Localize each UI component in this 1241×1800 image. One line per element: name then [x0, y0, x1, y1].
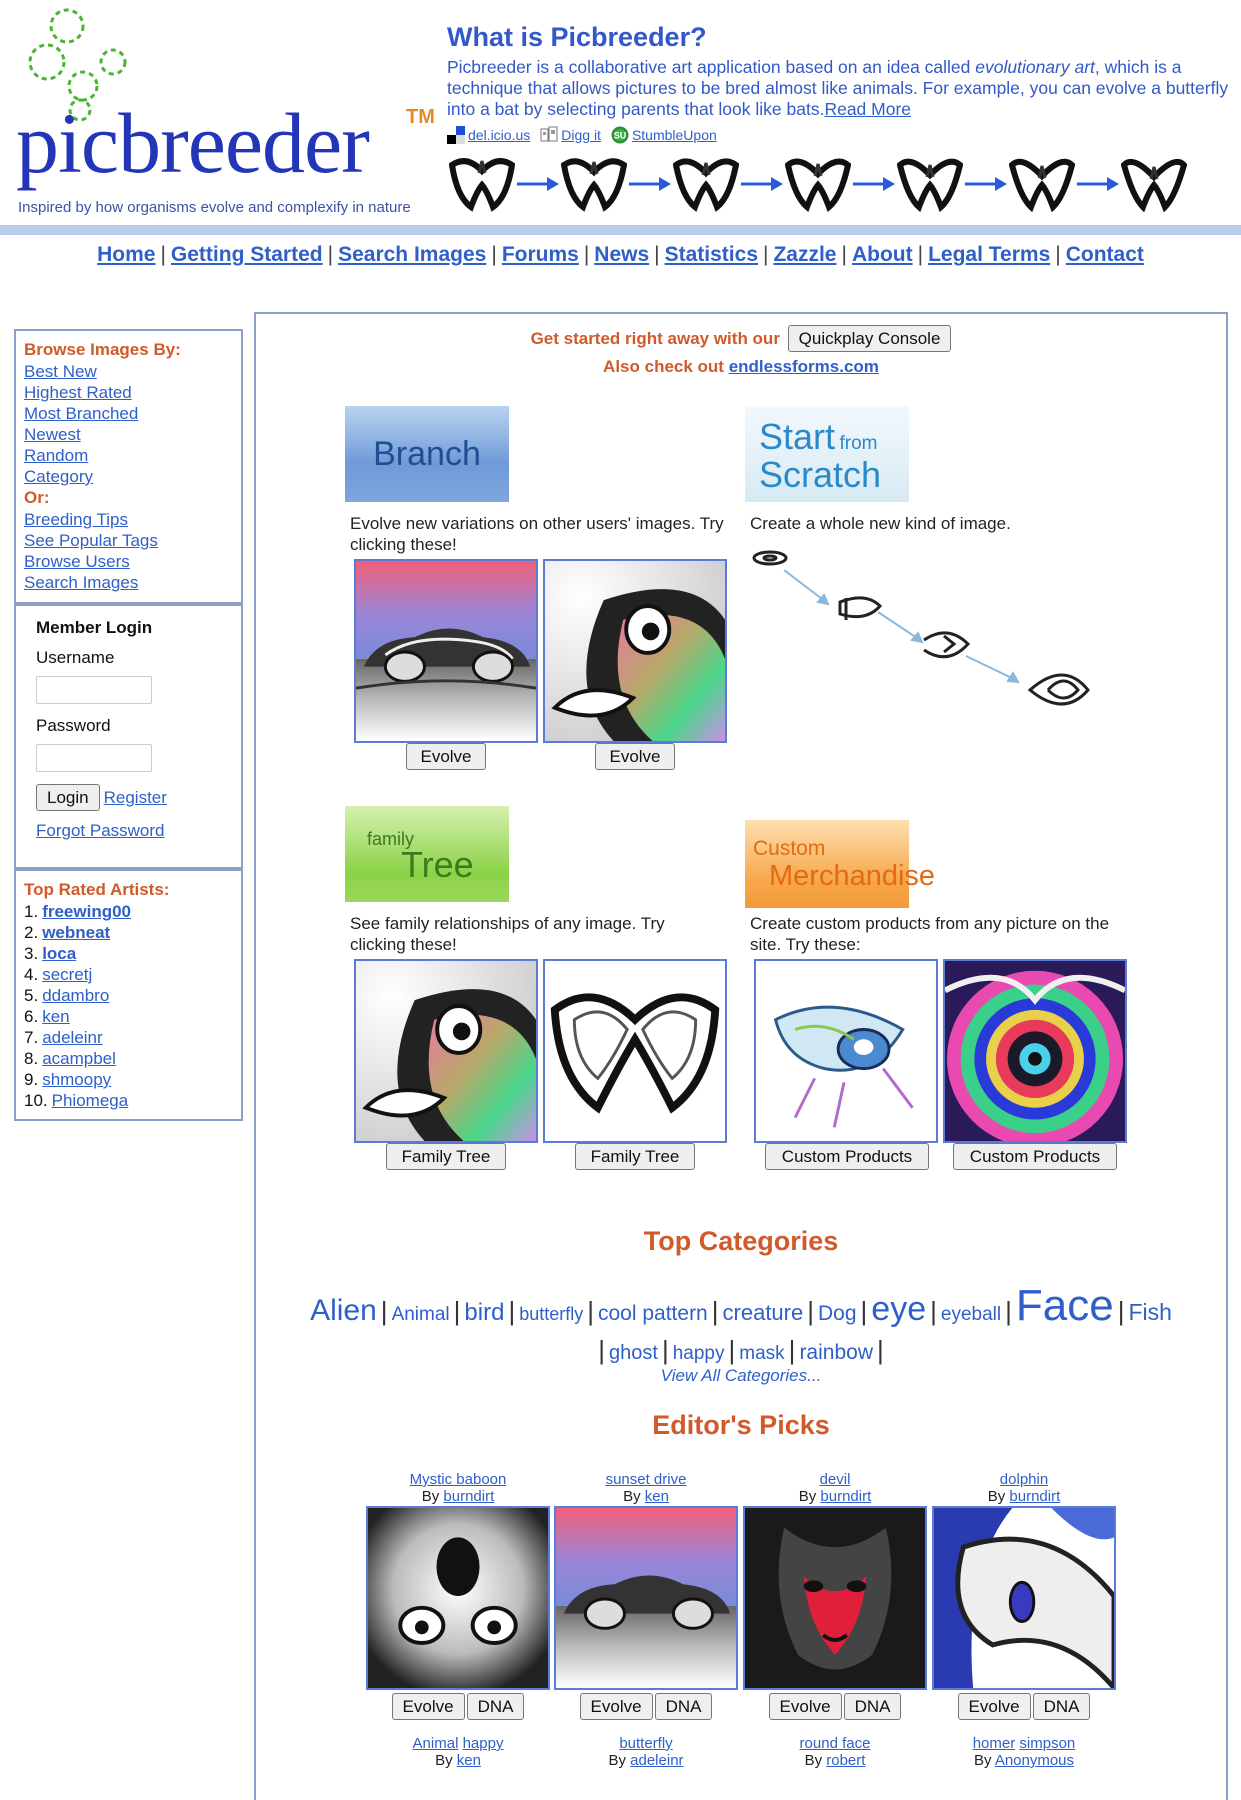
- category-tag[interactable]: cool pattern: [598, 1302, 708, 1325]
- evolution-step-image: [1119, 148, 1189, 220]
- login-heading: Member Login: [36, 618, 153, 637]
- family-tree-button[interactable]: Family Tree: [575, 1143, 695, 1170]
- category-tag[interactable]: creature: [722, 1300, 804, 1325]
- pick-thumbnail[interactable]: [932, 1506, 1116, 1690]
- pick-tag-link[interactable]: happy: [462, 1735, 504, 1752]
- pick-image: [934, 1508, 1114, 1688]
- merch-description: Create custom products from any picture on the site. Try these:: [750, 914, 1110, 954]
- fly-image: [756, 961, 936, 1141]
- read-more-link[interactable]: Read More: [824, 99, 912, 119]
- artist-row: [24, 1048, 233, 1069]
- category-tag[interactable]: bird: [464, 1299, 505, 1326]
- nav-separator: |: [583, 243, 590, 266]
- category-tag[interactable]: Fish: [1128, 1299, 1172, 1325]
- tree-thumb-penguin[interactable]: [354, 959, 538, 1143]
- psychedelic-image: [945, 961, 1125, 1141]
- sidebar-breeding-tips[interactable]: Breeding Tips: [24, 510, 128, 529]
- category-tag[interactable]: mask: [739, 1343, 785, 1364]
- pick-author-link[interactable]: ken: [644, 1488, 669, 1505]
- artist-row: [24, 964, 233, 985]
- evolution-strip: [447, 146, 1237, 222]
- category-tag-cloud: [254, 1281, 1228, 1373]
- logo-tagline: Inspired by how organisms evolve and complexify in nature: [18, 199, 411, 216]
- tag-separator: |: [1005, 1296, 1012, 1326]
- tree-description: See family relationships of any image. Try clicking these!: [350, 914, 665, 954]
- pick-tags: [366, 1736, 550, 1752]
- pick-dna-button[interactable]: DNA: [467, 1693, 525, 1720]
- tag-separator: |: [728, 1335, 736, 1365]
- category-tag[interactable]: Animal: [391, 1304, 450, 1325]
- bat-butterfly-icon: [897, 151, 963, 217]
- pick-evolve-button[interactable]: Evolve: [769, 1693, 842, 1720]
- by-label: By: [804, 1752, 823, 1769]
- nav-home[interactable]: Home: [97, 243, 156, 266]
- sidebar-browse-users[interactable]: Browse Users: [24, 552, 130, 571]
- browse-panel: [14, 329, 243, 604]
- pick-author-link[interactable]: burndirt: [1009, 1488, 1061, 1505]
- artists-heading: Top Rated Artists:: [24, 880, 170, 899]
- endlessforms-line: Also check out endlessforms.com: [603, 357, 879, 376]
- artist-row: [24, 901, 233, 922]
- pick-title-link[interactable]: devil: [819, 1471, 851, 1488]
- forgot-password-link[interactable]: Forgot Password: [36, 821, 165, 840]
- artist-rank: 3.: [24, 944, 39, 963]
- pick-image: [745, 1508, 925, 1688]
- editor-pick: [743, 1472, 927, 1769]
- quickplay-line: Get started right away with our Quickplay Console: [254, 325, 1228, 352]
- scratch-banner[interactable]: Start from Scratch: [745, 406, 909, 502]
- editors-picks-heading: Editor's Picks: [652, 1410, 830, 1440]
- scratch-description: Create a whole new kind of image.: [750, 514, 1011, 533]
- nav-legal-terms[interactable]: Legal Terms: [928, 243, 1051, 266]
- pick-tag-author-link[interactable]: robert: [826, 1752, 866, 1769]
- nav-getting-started[interactable]: Getting Started: [170, 243, 323, 266]
- evolve-button[interactable]: Evolve: [406, 743, 486, 770]
- sidebar-search-images[interactable]: Search Images: [24, 573, 139, 592]
- artist-rank: 5.: [24, 986, 39, 1005]
- browse-most-branched[interactable]: Most Branched: [24, 404, 139, 423]
- nav-forums[interactable]: Forums: [501, 243, 579, 266]
- nav-news[interactable]: News: [594, 243, 650, 266]
- editor-pick: [366, 1472, 550, 1769]
- artist-list: [24, 901, 233, 1111]
- bat-butterfly-icon: [561, 151, 627, 217]
- tag-separator: |: [508, 1296, 516, 1326]
- category-tag[interactable]: happy: [672, 1343, 725, 1364]
- artist-rank: 4.: [24, 965, 39, 984]
- pick-tag-link[interactable]: homer: [972, 1735, 1016, 1752]
- browse-links: [24, 361, 233, 487]
- tag-separator: |: [860, 1296, 868, 1326]
- category-tag[interactable]: eye: [871, 1290, 927, 1328]
- artist-row: [24, 1027, 233, 1048]
- by-label: By: [623, 1488, 641, 1505]
- family-tree-button[interactable]: Family Tree: [386, 1143, 506, 1170]
- artist-link[interactable]: adeleinr: [42, 1028, 103, 1047]
- register-link[interactable]: Register: [103, 787, 167, 807]
- scratch-evolution-diagram: [748, 540, 1128, 764]
- evolution-step-image: [1007, 148, 1077, 220]
- artist-rank: 10.: [24, 1091, 48, 1110]
- or-heading: Or:: [24, 488, 50, 507]
- pick-evolve-button[interactable]: Evolve: [580, 1693, 653, 1720]
- login-panel: [14, 604, 243, 869]
- trademark: TM: [406, 106, 435, 128]
- pick-image: [368, 1508, 548, 1688]
- nav-contact[interactable]: Contact: [1065, 243, 1144, 266]
- nav-separator: |: [654, 243, 660, 266]
- merch-banner[interactable]: Custom Merchandise: [745, 820, 909, 908]
- pick-thumbnail[interactable]: [366, 1506, 550, 1690]
- stumbleupon-icon: [611, 126, 629, 144]
- pick-tag-author-link[interactable]: Anonymous: [994, 1752, 1075, 1769]
- tag-separator: |: [930, 1296, 937, 1326]
- arrow-right-icon: [517, 174, 559, 194]
- nav-separator: |: [763, 243, 769, 266]
- password-input[interactable]: [36, 744, 152, 772]
- about-title: What is Picbreeder?: [447, 22, 707, 52]
- pick-tag-link[interactable]: round face: [799, 1735, 871, 1752]
- pick-tag-author-link[interactable]: adeleinr: [630, 1752, 684, 1769]
- browse-newest[interactable]: Newest: [24, 425, 81, 444]
- bat-butterfly-icon: [1009, 151, 1075, 217]
- tag-separator: |: [807, 1296, 814, 1326]
- pick-thumbnail[interactable]: [554, 1506, 738, 1690]
- digg-icon: [540, 126, 558, 144]
- evolution-step-image: [671, 148, 741, 220]
- artist-row: [24, 985, 233, 1006]
- category-tag[interactable]: Dog: [818, 1302, 857, 1325]
- category-tag[interactable]: eyeball: [940, 1304, 1002, 1325]
- branch-description: Evolve new variations on other users' images. Try clicking these!: [350, 514, 724, 554]
- pick-evolve-button[interactable]: Evolve: [958, 1693, 1031, 1720]
- artist-link[interactable]: ken: [42, 1007, 70, 1026]
- delicious-link[interactable]: del.icio.us: [447, 126, 530, 144]
- pick-tag-link[interactable]: simpson: [1019, 1735, 1076, 1752]
- nav-separator: |: [491, 243, 497, 266]
- artist-rank: 6.: [24, 1007, 39, 1026]
- browse-random[interactable]: Random: [24, 446, 89, 465]
- pick-tags: [932, 1736, 1116, 1752]
- tag-separator: |: [661, 1335, 669, 1365]
- tag-separator: |: [587, 1296, 594, 1326]
- artist-link[interactable]: loca: [42, 944, 77, 963]
- bat-butterfly-icon: [673, 151, 739, 217]
- digg-link[interactable]: Digg it: [540, 126, 601, 144]
- top-artists-panel: [14, 869, 243, 1121]
- share-links: [447, 126, 717, 144]
- merch-thumb-fly[interactable]: [754, 959, 938, 1143]
- by-label: By: [608, 1752, 626, 1769]
- pick-title-link[interactable]: dolphin: [999, 1471, 1049, 1488]
- or-links: [24, 509, 233, 593]
- category-tag[interactable]: rainbow: [799, 1341, 873, 1364]
- pick-author-link[interactable]: burndirt: [443, 1488, 495, 1505]
- logo[interactable]: [0, 0, 440, 222]
- delicious-icon: [447, 126, 465, 144]
- category-tag[interactable]: Alien: [310, 1294, 377, 1327]
- nav-separator: |: [1055, 243, 1061, 266]
- nav-separator: |: [917, 243, 924, 266]
- by-label: By: [798, 1488, 817, 1505]
- artist-row: [24, 922, 233, 943]
- custom-products-button[interactable]: Custom Products: [953, 1143, 1117, 1170]
- evolution-step-image: [783, 148, 853, 220]
- artist-rank: 8.: [24, 1049, 39, 1068]
- about-text: Picbreeder is a collaborative art application based on an idea called evolutionary art, which is a technique that allows pictures to be bred almost like animals. For example, you can evolve a butterfly into a bat by selecting parents that look like bats.Read More: [447, 57, 1229, 119]
- penguin-image: [356, 961, 536, 1141]
- nav-separator: |: [160, 243, 166, 266]
- bat-butterfly-icon: [785, 151, 851, 217]
- category-tag[interactable]: Face: [1015, 1281, 1114, 1330]
- artist-link[interactable]: webneat: [42, 923, 111, 942]
- top-categories-heading: Top Categories: [643, 1226, 839, 1256]
- nav-search-images[interactable]: Search Images: [338, 243, 487, 266]
- penguin-image: [545, 561, 725, 741]
- password-label: Password: [36, 716, 111, 735]
- endlessforms-link[interactable]: endlessforms.com: [728, 357, 879, 376]
- nav-separator: |: [841, 243, 847, 266]
- tag-separator: |: [876, 1335, 884, 1365]
- pick-dna-button[interactable]: DNA: [1033, 1693, 1091, 1720]
- pick-evolve-button[interactable]: Evolve: [392, 1693, 465, 1720]
- artist-link[interactable]: acampbel: [42, 1049, 116, 1068]
- butterfly-image: [545, 961, 725, 1141]
- pick-tag-link[interactable]: butterfly: [619, 1735, 673, 1752]
- pick-title-link[interactable]: Mystic baboon: [409, 1471, 507, 1488]
- tag-separator: |: [788, 1335, 796, 1365]
- stumbleupon-link[interactable]: SU StumbleUpon: [611, 126, 717, 144]
- artist-link[interactable]: secretj: [42, 965, 93, 984]
- pick-tag-author-link[interactable]: ken: [456, 1752, 481, 1769]
- browse-best-new[interactable]: Best New: [24, 362, 97, 381]
- evolve-button[interactable]: Evolve: [595, 743, 675, 770]
- view-all-categories-link[interactable]: View All Categories...: [660, 1366, 822, 1385]
- artist-rank: 2.: [24, 923, 39, 942]
- bat-butterfly-icon: [1121, 151, 1187, 217]
- nav-statistics[interactable]: Statistics: [664, 243, 758, 266]
- merch-thumb-psychedelic[interactable]: [943, 959, 1127, 1143]
- artist-link[interactable]: ddambro: [42, 986, 110, 1005]
- artist-link[interactable]: freewing00: [42, 902, 131, 921]
- branch-banner[interactable]: Branch: [345, 406, 509, 502]
- artist-link[interactable]: Phiomega: [51, 1091, 129, 1110]
- username-label: Username: [36, 648, 115, 667]
- pick-title-link[interactable]: sunset drive: [605, 1471, 687, 1488]
- tree-banner[interactable]: family Tree: [345, 806, 509, 902]
- by-label: By: [973, 1752, 992, 1769]
- header-divider: [0, 225, 1241, 235]
- artist-rank: 7.: [24, 1028, 39, 1047]
- by-label: By: [421, 1488, 440, 1505]
- sidebar-see-popular-tags[interactable]: See Popular Tags: [24, 531, 158, 550]
- evolution-step-image: [895, 148, 965, 220]
- nav-separator: |: [327, 243, 334, 266]
- artist-row: [24, 1006, 233, 1027]
- browse-highest-rated[interactable]: Highest Rated: [24, 383, 132, 402]
- nav-about[interactable]: About: [851, 243, 913, 266]
- tag-separator: |: [711, 1296, 719, 1326]
- arrow-right-icon: [965, 174, 1007, 194]
- pick-dna-button[interactable]: DNA: [844, 1693, 902, 1720]
- tree-thumb-butterfly[interactable]: [543, 959, 727, 1143]
- arrow-right-icon: [741, 174, 783, 194]
- username-input[interactable]: [36, 676, 152, 704]
- pick-tags: [743, 1736, 927, 1752]
- editor-pick: [932, 1472, 1116, 1769]
- arrow-right-icon: [853, 174, 895, 194]
- svg-text:SU: SU: [613, 130, 627, 141]
- pick-thumbnail[interactable]: [743, 1506, 927, 1690]
- editor-pick: [554, 1472, 738, 1769]
- category-tag[interactable]: ghost: [609, 1342, 658, 1364]
- arrow-right-icon: [1077, 174, 1119, 194]
- browse-heading: Browse Images By:: [24, 340, 181, 359]
- custom-products-button[interactable]: Custom Products: [765, 1143, 929, 1170]
- car-image: [356, 561, 536, 741]
- branch-thumb-car[interactable]: [354, 559, 538, 743]
- arrow-right-icon: [629, 174, 671, 194]
- artist-rank: 9.: [24, 1070, 39, 1089]
- branch-thumb-penguin[interactable]: [543, 559, 727, 743]
- tag-separator: |: [453, 1296, 461, 1326]
- artist-row: [24, 1069, 233, 1090]
- tag-separator: |: [380, 1296, 388, 1326]
- by-label: By: [987, 1488, 1006, 1505]
- main-nav: [0, 243, 1241, 267]
- pick-author-link[interactable]: burndirt: [820, 1488, 872, 1505]
- tag-separator: |: [598, 1335, 606, 1365]
- pick-tag-link[interactable]: Animal: [412, 1735, 459, 1752]
- evolution-step-image: [447, 148, 517, 220]
- nav-zazzle[interactable]: Zazzle: [773, 243, 837, 266]
- logo-wordmark: picbreeder: [16, 95, 369, 191]
- login-button[interactable]: Login: [36, 784, 100, 811]
- pick-dna-button[interactable]: DNA: [655, 1693, 713, 1720]
- artist-row: [24, 1090, 233, 1111]
- quickplay-button[interactable]: Quickplay Console: [788, 325, 952, 352]
- by-label: By: [435, 1752, 453, 1769]
- bat-butterfly-icon: [449, 151, 515, 217]
- category-tag[interactable]: butterfly: [519, 1304, 584, 1324]
- artist-link[interactable]: shmoopy: [42, 1070, 112, 1089]
- tag-separator: |: [1117, 1296, 1125, 1326]
- pick-image: [556, 1508, 736, 1688]
- artist-rank: 1.: [24, 902, 39, 921]
- artist-row: [24, 943, 233, 964]
- pick-tags: [554, 1736, 738, 1752]
- evolution-step-image: [559, 148, 629, 220]
- browse-category[interactable]: Category: [24, 467, 93, 486]
